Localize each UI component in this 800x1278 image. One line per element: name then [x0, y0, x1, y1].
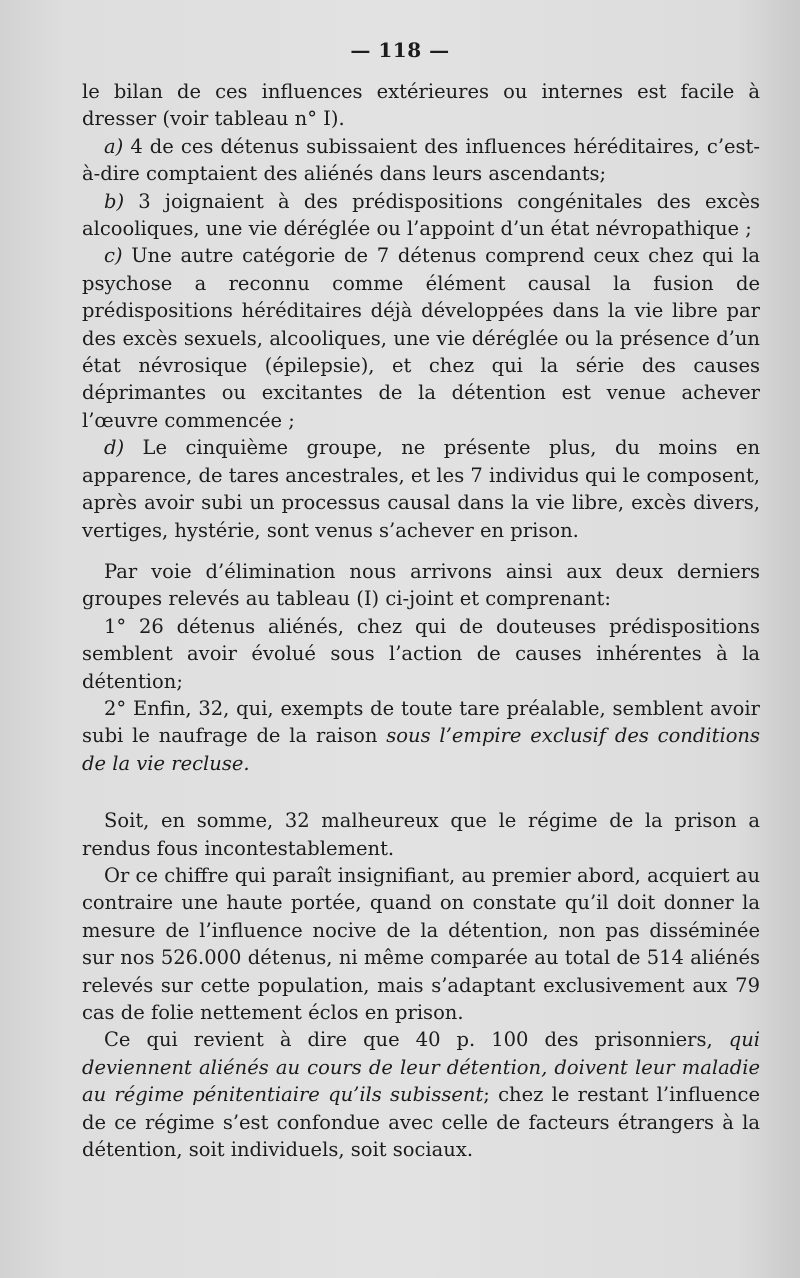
item-label-d: d)	[104, 436, 125, 460]
paragraph-summary: Soit, en somme, 32 malheureux que le régime de la prison a rendus fous incontestablement.	[82, 809, 760, 860]
paragraph-group-1: 1° 26 détenus aliénés, chez qui de douteuses prédispositions semblent avoir évolué sous l’action de causes inhérentes à la détention;	[82, 614, 760, 693]
paragraph-item-a	[82, 133, 760, 188]
section-gap	[82, 777, 760, 807]
paragraph-figure: Or ce chiffre qui paraît insignifiant, au premier abord, acquiert au contraire une haute portée, quand on constate qu’il doit donner la mesure de l’influence nocive de la détention, non pas disséminée sur nos 526.000 détenus, ni même comparée au total de 514 aliénés relevés sur cette population, mais s’adaptant exclusivement aux 79 cas de folie nettement éclos en prison.	[82, 863, 760, 1024]
item-text-d: Le cinquième groupe, ne présente plus, du moins en apparence, de tares ancestrales, et les 7 individus qui le composent, après avoir subi un processus causal dans la vie libre, excès divers, vertiges, hystérie, sont venus s’achever en prison.	[82, 436, 761, 542]
paragraph-item-b	[82, 188, 760, 243]
group-2-text: 2° Enfin, 32, qui, exempts de toute tare préalable, semblent avoir subi le naufrage de la raison	[82, 696, 760, 748]
item-text-c: Une autre catégorie de 7 détenus comprend ceux chez qui la psychose a reconnu comme élément causal la fusion de prédispositions héréditaires déjà développées dans la vie libre par des excès sexuels, alcooliques, une vie déréglée ou la présence d’un état névrosique (épilepsie), et chez qui la série des causes déprimantes ou excitantes de la détention est venue achever l’œuvre commencée ;	[82, 244, 760, 432]
item-label-b: b)	[104, 189, 125, 213]
body-text	[82, 78, 760, 1163]
item-text-a: 4 de ces détenus subissaient des influences héréditaires, c’est-à-dire comptaient des aliénés dans leurs ascendants;	[82, 134, 760, 186]
item-label-c: c)	[104, 244, 123, 268]
group-2-italic: sous l’empire exclusif des conditions de la vie recluse.	[82, 724, 761, 775]
paragraph-gap	[82, 544, 760, 558]
paragraph-group-2	[82, 695, 760, 777]
conclusion-italic: qui deviennent aliénés au cours de leur détention, doivent leur maladie au régime pénitentiaire qu’ils subissent	[82, 1028, 760, 1107]
paragraph-item-c	[82, 242, 760, 434]
item-text-b: 3 joignaient à des prédispositions congénitales des excès alcooliques, une vie déréglée ou l’appoint d’un état névropathique ;	[82, 189, 760, 241]
paragraph-conclusion	[82, 1026, 760, 1163]
conclusion-text-start: Ce qui revient à dire que 40 p. 100 des prisonniers,	[104, 1028, 729, 1052]
paragraph-elimination: Par voie d’élimination nous arrivons ainsi aux deux derniers groupes relevés au tableau (I) ci-joint et comprenant:	[82, 559, 760, 611]
paragraph-continuation: le bilan de ces influences extérieures ou internes est facile à dresser (voir tableau n° I).	[82, 80, 760, 131]
item-label-a: a)	[104, 134, 124, 158]
conclusion-text-end: ; chez le restant l’influence de ce régime s’est confondue avec celle de facteurs étrangers à la détention, soit individuels, soit sociaux.	[82, 1083, 760, 1162]
paragraph-item-d	[82, 434, 760, 544]
page-number: — 118 —	[350, 38, 450, 62]
